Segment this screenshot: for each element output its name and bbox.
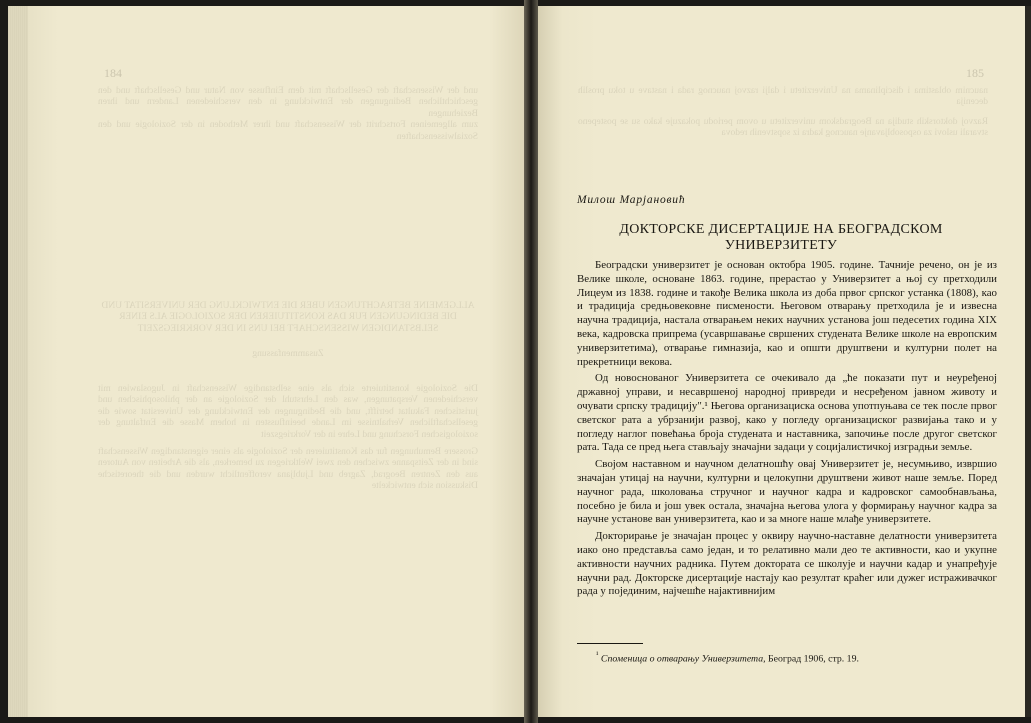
ghost-paragraph: naucnim oblastima i disciplinama na Univerzitetu i dalji razvoj naucnog rada i nastave u toku proslih decenija [578,86,988,108]
footnote-marker: ¹ [596,650,599,659]
footnote-source-details: Београд 1906, стр. 19. [765,653,859,665]
ghost-heading: ALLGEMEINE BETRACHTUNGEN UBER DIE ENTWICKLUNG DER UNIVERSITAT UND DIE BEDINGUNGEN FUR DAS KONSTITUIEREN DER SOZIOLOGIE ALS EINER SELBSTANDIGEN WISSENSCHAFT BEI UNS IN DER VORKRIEGSZEIT [101,301,475,334]
footnote-source-title: Споменица о отварању Универзитета, [600,653,766,665]
ghost-paragraph: zum allgemeinen Fortschritt der Wissenschaft und ihrer Methoden in der Soziologie und den Sozialwissenschaften [98,120,478,142]
show-through-text [578,86,988,140]
ghost-paragraph: und der Wissenschaft der Gesellschaft mit dem Einflusse von Natur und Gesellschaft und den geschichtlichen Bedingungen der Entwicklung in den verschiedenen Landern und ihren Beziehungen [98,86,478,119]
book-back-edge [1025,6,1031,717]
article-author: Милош Марјановић [577,194,686,206]
footnote-separator [577,643,643,644]
show-through-text-body [98,384,478,493]
ghost-paragraph: Grossere Bemuhungen fur das Konstituieren der Soziologie als einer eigenstandigen Wissenschaft sind in der Zeitspanne zwischen den zwei Weltkriegen zu bemerken, als die Arbeiten von Autoren aus den Zentren Beograd, Zagreb und Ljubljana veroffentlicht wurden und die theoretische Diskussion sich entwickelte [98,447,478,492]
book-page-edges [8,6,28,717]
ghost-paragraph: Razvoj doktorskih studija na Beogradskom univerzitetu u ovom periodu pokazuje kako su se postepeno stvarali uslovi za osposobljavanje naucnog kadra iz sopstvenih redova [578,116,988,139]
article-body [577,259,997,602]
paragraph: Од новоснованог Универзитета се очекивало да „ће показати пут и неуређеној државној управи, и несавршеној народној привреди и несређеном јавном животу и очувати српску традицију".¹ Његова организациска основа употпуњава се тек после првог светског рата а убрзанији развој, како у погледу организациског развијања тако и у погледу наглог повећања броја студената и наставника, започиње после другог светског рата. Тада се пред њега стављају значајни задаци у социјалистичкој изградњи земље. [577,372,997,454]
paragraph: Својом наставном и научном делатношћу овај Универзитет је, несумњиво, извршио значајан утицај на научни, културни и целокупни друштвени живот наше земље. Поред научног рада, школовања стручног и научног кадра и кадровског самообнављања, посебно је била и још увек остала, значајна његова улога у формирању научног кадра за научне установе ван универзитета, као и за многе наше млађе универзитете. [577,458,997,526]
ghost-paragraph: Die Soziologie konstituierte sich als eine selbstandige Wissenschaft in Jugoslawien mit verschiedenen Verspatungen, was den Lehrstuhl der Soziologie an der philosophischen und juristischen Fakultat betrifft, und die Bedingungen der Entwicklung der Universitat sowie die gesellschaftlichen Verhaltnisse im Lande beeinflussten in hohem Masse die Entfaltung der soziologischen Forschung und Lehre in der Vorkriegszeit [98,384,478,440]
ghost-page-number: 185 [966,66,984,80]
show-through-heading [98,301,478,361]
ghost-subheading: Zusammenfassung [252,349,324,360]
show-through-text-top [98,86,478,143]
ghost-page-number: 184 [104,66,122,80]
article-title: ДОКТОРСКЕ ДИСЕРТАЦИЈЕ НА БЕОГРАДСКОМ УНИВЕРЗИТЕТУ [619,222,943,253]
paragraph: Докторирање је значајан процес у оквиру научно-наставне делатности универзитета иако оно представља само један, и то релативно мали део те активности, као и укупне активности научних радника. Путем доктората се школује и научни кадар и унапређује научни рад. Докторске дисертације настају као резултат краћег или дужег истраживачког рада у појединим, најчешће најактивнијим [577,530,997,598]
book-gutter [524,0,538,723]
footnote [596,650,859,664]
right-page [538,6,1025,717]
left-page [28,6,524,717]
paragraph: Београдски универзитет је основан октобра 1905. године. Тачније речено, он је из Велике школе, основане 1863. године, прерастао у Универзитет а њој су претходили Лицеум из 1838. године и такође Велика школа из доба првог српског устанка (1808), као и традиција средњовековне писмености. Његовом отварању претходила је и извесна научна традиција, настала отварањем неких научних установа још педесетих година XIX века, кадровска припрема (усавршавање свршених студената Велике школе на европским универзитетима), отварање гимназија, као и општи друштвени и културни полет на прекретници векова. [577,259,997,368]
